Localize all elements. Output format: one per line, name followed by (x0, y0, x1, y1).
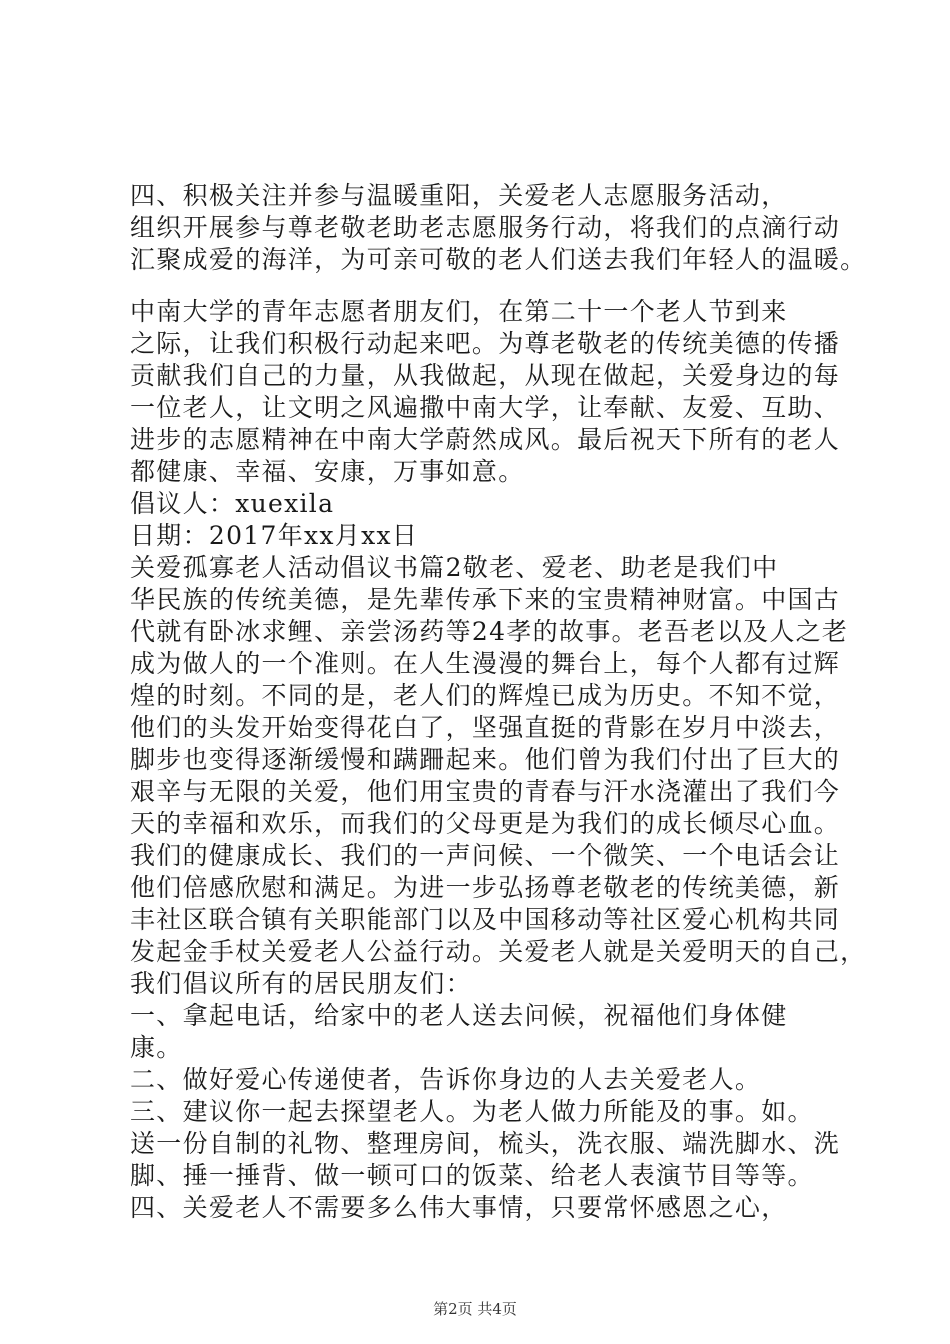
text-line: 一位老人，让文明之风遍撒中南大学，让奉献、友爱、互助、 (130, 393, 841, 422)
text-line: 华民族的传统美德，是先辈传承下来的宝贵精神财富。中国古 (130, 585, 841, 614)
text-line: 他们的头发开始变得花白了，坚强直挺的背影在岁月中淡去， (130, 713, 841, 742)
date-line: 日期：2017年xx月xx日 (130, 521, 419, 550)
text-line: 我们倡议所有的居民朋友们： (130, 969, 472, 998)
text-line: 四、关爱老人不需要多么伟大事情，只要常怀感恩之心， (130, 1193, 788, 1222)
text-line: 三、建议你一起去探望老人。为老人做力所能及的事。如。 (130, 1097, 814, 1126)
page-footer: 第2页 共4页 (433, 1300, 517, 1318)
text-line: 中南大学的青年志愿者朋友们，在第二十一个老人节到来 (130, 297, 788, 326)
text-line: 发起金手杖关爱老人公益行动。关爱老人就是关爱明天的自己， (130, 937, 867, 966)
text-line: 艰辛与无限的关爱，他们用宝贵的青春与汗水浇灌出了我们今 (130, 777, 841, 806)
text-line: 汇聚成爱的海洋，为可亲可敬的老人们送去我们年轻人的温暖。 (130, 245, 867, 274)
text-line: 天的幸福和欢乐，而我们的父母更是为我们的成长倾尽心血。 (130, 809, 841, 838)
text-line: 成为做人的一个准则。在人生漫漫的舞台上，每个人都有过辉 (130, 649, 841, 678)
text-line: 我们的健康成长、我们的一声问候、一个微笑、一个电话会让 (130, 841, 841, 870)
text-line: 之际，让我们积极行动起来吧。为尊老敬老的传统美德的传播 (130, 329, 841, 358)
text-line: 一、拿起电话，给家中的老人送去问候，祝福他们身体健 (130, 1001, 788, 1030)
signer-line: 倡议人：xuexila (130, 489, 335, 518)
text-line: 贡献我们自己的力量，从我做起，从现在做起，关爱身边的每 (130, 361, 841, 390)
text-line: 代就有卧冰求鲤、亲尝汤药等24孝的故事。老吾老以及人之老 (130, 617, 849, 646)
text-line: 丰社区联合镇有关职能部门以及中国移动等社区爱心机构共同 (130, 905, 841, 934)
text-line: 康。 (130, 1033, 183, 1062)
text-line: 都健康、幸福、安康，万事如意。 (130, 457, 525, 486)
text-line: 他们倍感欣慰和满足。为进一步弘扬尊老敬老的传统美德，新 (130, 873, 841, 902)
text-line: 组织开展参与尊老敬老助老志愿服务行动，将我们的点滴行动 (130, 213, 841, 242)
text-line: 送一份自制的礼物、整理房间，梳头，洗衣服、端洗脚水、洗 (130, 1129, 841, 1158)
text-line: 四、积极关注并参与温暖重阳，关爱老人志愿服务活动， (130, 181, 788, 210)
text-line: 脚步也变得逐渐缓慢和蹒跚起来。他们曾为我们付出了巨大的 (130, 745, 841, 774)
text-line: 煌的时刻。不同的是，老人们的辉煌已成为历史。不知不觉， (130, 681, 841, 710)
text-line: 进步的志愿精神在中南大学蔚然成风。最后祝天下所有的老人 (130, 425, 841, 454)
text-line: 脚、捶一捶背、做一顿可口的饭菜、给老人表演节目等等。 (130, 1161, 814, 1190)
text-line: 二、做好爱心传递使者，告诉你身边的人去关爱老人。 (130, 1065, 762, 1094)
text-line: 关爱孤寡老人活动倡议书篇2敬老、爱老、助老是我们中 (130, 553, 779, 582)
